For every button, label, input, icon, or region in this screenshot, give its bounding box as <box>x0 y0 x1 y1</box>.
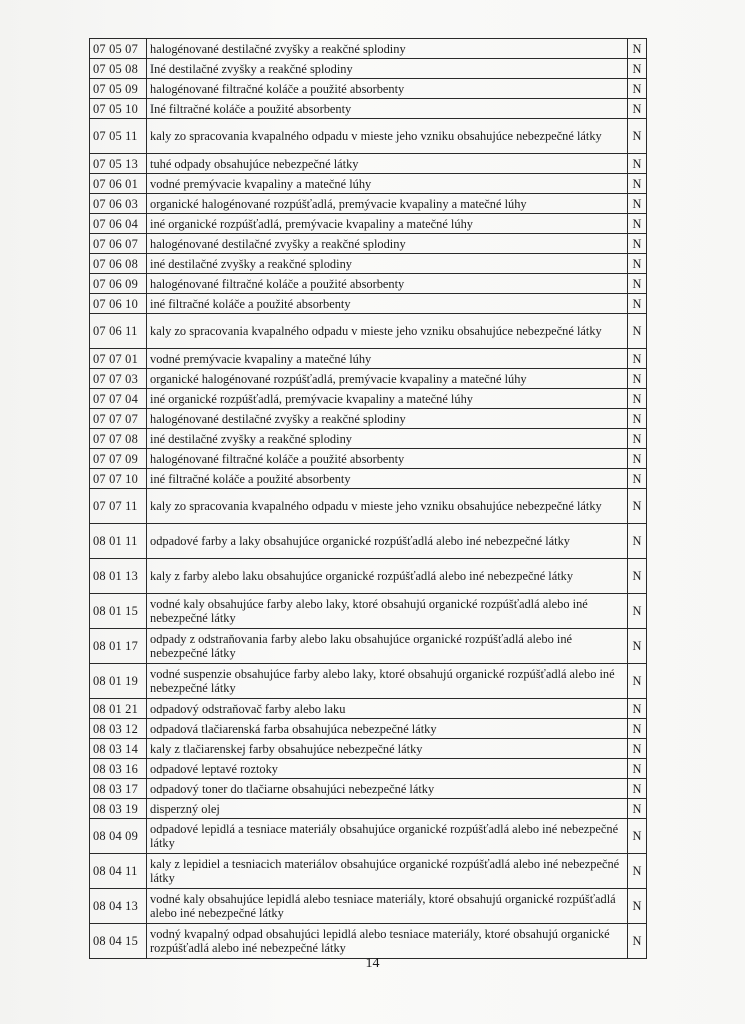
waste-category-cell: N <box>628 739 647 759</box>
waste-code-cell: 07 05 10 <box>90 99 147 119</box>
table-row <box>90 234 647 254</box>
waste-description-cell: halogénované destilačné zvyšky a reakčné splodiny <box>147 39 628 59</box>
waste-code-cell: 07 06 03 <box>90 194 147 214</box>
waste-code-cell: 07 06 11 <box>90 314 147 349</box>
waste-code-cell: 08 03 19 <box>90 799 147 819</box>
waste-category-cell: N <box>628 389 647 409</box>
waste-category-cell: N <box>628 314 647 349</box>
waste-description-cell: halogénované filtračné koláče a použité absorbenty <box>147 79 628 99</box>
waste-category-cell: N <box>628 254 647 274</box>
table-row <box>90 469 647 489</box>
waste-description-cell: odpadová tlačiarenská farba obsahujúca nebezpečné látky <box>147 719 628 739</box>
waste-description-cell: vodné premývacie kvapaliny a matečné lúhy <box>147 174 628 194</box>
table-row <box>90 799 647 819</box>
waste-code-cell: 08 01 11 <box>90 524 147 559</box>
table-row <box>90 314 647 349</box>
waste-description-cell: iné organické rozpúšťadlá, premývacie kvapaliny a matečné lúhy <box>147 389 628 409</box>
waste-category-cell: N <box>628 699 647 719</box>
table-row <box>90 449 647 469</box>
waste-code-cell: 07 06 07 <box>90 234 147 254</box>
waste-category-cell: N <box>628 819 647 854</box>
waste-category-cell: N <box>628 79 647 99</box>
waste-category-cell: N <box>628 779 647 799</box>
table-body <box>90 39 647 959</box>
waste-code-cell: 07 07 01 <box>90 349 147 369</box>
table-row <box>90 739 647 759</box>
waste-description-cell: odpady z odstraňovania farby alebo laku obsahujúce organické rozpúšťadlá alebo iné nebezpečné látky <box>147 629 628 664</box>
waste-code-cell: 07 07 10 <box>90 469 147 489</box>
waste-category-cell: N <box>628 489 647 524</box>
waste-description-cell: vodné suspenzie obsahujúce farby alebo laky, ktoré obsahujú organické rozpúšťadlá alebo iné nebezpečné látky <box>147 664 628 699</box>
table-row <box>90 854 647 889</box>
waste-description-cell: vodné premývacie kvapaliny a matečné lúhy <box>147 349 628 369</box>
waste-category-cell: N <box>628 594 647 629</box>
waste-category-cell: N <box>628 559 647 594</box>
waste-code-cell: 08 01 13 <box>90 559 147 594</box>
table-row <box>90 719 647 739</box>
waste-code-cell: 08 04 09 <box>90 819 147 854</box>
table-row <box>90 629 647 664</box>
table-row <box>90 524 647 559</box>
table-row <box>90 39 647 59</box>
waste-description-cell: iné destilačné zvyšky a reakčné splodiny <box>147 254 628 274</box>
waste-category-cell: N <box>628 799 647 819</box>
waste-description-cell: vodné kaly obsahujúce farby alebo laky, ktoré obsahujú organické rozpúšťadlá alebo iné nebezpečné látky <box>147 594 628 629</box>
waste-category-cell: N <box>628 174 647 194</box>
waste-catalogue-table <box>89 38 647 959</box>
waste-category-cell: N <box>628 39 647 59</box>
waste-description-cell: iné filtračné koláče a použité absorbenty <box>147 294 628 314</box>
waste-code-cell: 08 03 12 <box>90 719 147 739</box>
waste-code-cell: 08 01 15 <box>90 594 147 629</box>
table-row <box>90 174 647 194</box>
waste-description-cell: vodný kvapalný odpad obsahujúci lepidlá alebo tesniace materiály, ktoré obsahujú organické rozpúšťadlá alebo iné nebezpečné látky <box>147 924 628 959</box>
waste-code-cell: 07 07 04 <box>90 389 147 409</box>
waste-category-cell: N <box>628 274 647 294</box>
waste-code-cell: 07 05 07 <box>90 39 147 59</box>
waste-description-cell: kaly z lepidiel a tesniacich materiálov obsahujúce organické rozpúšťadlá alebo iné nebezpečné látky <box>147 854 628 889</box>
table-row <box>90 819 647 854</box>
waste-description-cell: odpadový odstraňovač farby alebo laku <box>147 699 628 719</box>
waste-description-cell: odpadové farby a laky obsahujúce organické rozpúšťadlá alebo iné nebezpečné látky <box>147 524 628 559</box>
waste-code-cell: 08 03 16 <box>90 759 147 779</box>
table-row <box>90 664 647 699</box>
waste-code-cell: 07 07 07 <box>90 409 147 429</box>
table-row <box>90 489 647 524</box>
waste-description-cell: vodné kaly obsahujúce lepidlá alebo tesniace materiály, ktoré obsahujú organické rozpúšťadlá alebo iné nebezpečné látky <box>147 889 628 924</box>
waste-category-cell: N <box>628 294 647 314</box>
waste-description-cell: kaly zo spracovania kvapalného odpadu v mieste jeho vzniku obsahujúce nebezpečné látky <box>147 489 628 524</box>
waste-description-cell: kaly zo spracovania kvapalného odpadu v mieste jeho vzniku obsahujúce nebezpečné látky <box>147 119 628 154</box>
table-row <box>90 889 647 924</box>
waste-category-cell: N <box>628 924 647 959</box>
waste-category-cell: N <box>628 194 647 214</box>
waste-category-cell: N <box>628 629 647 664</box>
table-row <box>90 389 647 409</box>
waste-category-cell: N <box>628 234 647 254</box>
waste-description-cell: kaly zo spracovania kvapalného odpadu v mieste jeho vzniku obsahujúce nebezpečné látky <box>147 314 628 349</box>
table-row <box>90 559 647 594</box>
waste-category-cell: N <box>628 214 647 234</box>
waste-category-cell: N <box>628 99 647 119</box>
waste-category-cell: N <box>628 449 647 469</box>
waste-description-cell: disperzný olej <box>147 799 628 819</box>
table-row <box>90 779 647 799</box>
table-row <box>90 214 647 234</box>
table-row <box>90 429 647 449</box>
waste-code-cell: 07 06 01 <box>90 174 147 194</box>
table-row <box>90 79 647 99</box>
waste-description-cell: halogénované filtračné koláče a použité absorbenty <box>147 449 628 469</box>
waste-code-cell: 07 05 11 <box>90 119 147 154</box>
waste-category-cell: N <box>628 59 647 79</box>
table-row <box>90 59 647 79</box>
table-row <box>90 369 647 389</box>
waste-code-cell: 08 03 17 <box>90 779 147 799</box>
waste-description-cell: odpadové lepidlá a tesniace materiály obsahujúce organické rozpúšťadlá alebo iné nebezpečné látky <box>147 819 628 854</box>
waste-description-cell: Iné destilačné zvyšky a reakčné splodiny <box>147 59 628 79</box>
waste-category-cell: N <box>628 719 647 739</box>
waste-category-cell: N <box>628 119 647 154</box>
waste-description-cell: odpadový toner do tlačiarne obsahujúci nebezpečné látky <box>147 779 628 799</box>
waste-description-cell: kaly z tlačiarenskej farby obsahujúce nebezpečné látky <box>147 739 628 759</box>
waste-description-cell: halogénované destilačné zvyšky a reakčné splodiny <box>147 234 628 254</box>
waste-category-cell: N <box>628 409 647 429</box>
waste-description-cell: iné destilačné zvyšky a reakčné splodiny <box>147 429 628 449</box>
table-row <box>90 594 647 629</box>
waste-code-cell: 07 06 10 <box>90 294 147 314</box>
waste-code-cell: 07 07 08 <box>90 429 147 449</box>
waste-category-cell: N <box>628 429 647 449</box>
waste-category-cell: N <box>628 664 647 699</box>
waste-code-cell: 07 07 11 <box>90 489 147 524</box>
waste-description-cell: tuhé odpady obsahujúce nebezpečné látky <box>147 154 628 174</box>
waste-code-cell: 07 05 08 <box>90 59 147 79</box>
waste-code-cell: 07 07 09 <box>90 449 147 469</box>
waste-description-cell: halogénované filtračné koláče a použité absorbenty <box>147 274 628 294</box>
waste-code-cell: 08 03 14 <box>90 739 147 759</box>
waste-category-cell: N <box>628 154 647 174</box>
waste-description-cell: iné organické rozpúšťadlá, premývacie kvapaliny a matečné lúhy <box>147 214 628 234</box>
table-row <box>90 409 647 429</box>
waste-category-cell: N <box>628 759 647 779</box>
table-row <box>90 759 647 779</box>
waste-code-cell: 07 07 03 <box>90 369 147 389</box>
waste-code-cell: 07 06 08 <box>90 254 147 274</box>
table-row <box>90 194 647 214</box>
table-row <box>90 274 647 294</box>
table-row <box>90 119 647 154</box>
waste-category-cell: N <box>628 349 647 369</box>
waste-code-cell: 08 01 21 <box>90 699 147 719</box>
waste-category-cell: N <box>628 889 647 924</box>
waste-description-cell: iné filtračné koláče a použité absorbenty <box>147 469 628 489</box>
waste-category-cell: N <box>628 469 647 489</box>
waste-description-cell: odpadové leptavé roztoky <box>147 759 628 779</box>
waste-description-cell: organické halogénované rozpúšťadlá, premývacie kvapaliny a matečné lúhy <box>147 369 628 389</box>
waste-code-cell: 08 01 19 <box>90 664 147 699</box>
waste-category-cell: N <box>628 369 647 389</box>
waste-code-cell: 08 04 13 <box>90 889 147 924</box>
waste-description-cell: Iné filtračné koláče a použité absorbenty <box>147 99 628 119</box>
waste-code-cell: 07 06 09 <box>90 274 147 294</box>
page-number: 14 <box>365 956 380 971</box>
table-row <box>90 699 647 719</box>
table-row <box>90 294 647 314</box>
table-row <box>90 254 647 274</box>
waste-code-cell: 08 04 11 <box>90 854 147 889</box>
waste-description-cell: halogénované destilačné zvyšky a reakčné splodiny <box>147 409 628 429</box>
waste-description-cell: kaly z farby alebo laku obsahujúce organické rozpúšťadlá alebo iné nebezpečné látky <box>147 559 628 594</box>
waste-code-cell: 07 06 04 <box>90 214 147 234</box>
waste-code-cell: 07 05 09 <box>90 79 147 99</box>
waste-code-cell: 08 01 17 <box>90 629 147 664</box>
table-row <box>90 154 647 174</box>
waste-code-cell: 07 05 13 <box>90 154 147 174</box>
waste-description-cell: organické halogénované rozpúšťadlá, premývacie kvapaliny a matečné lúhy <box>147 194 628 214</box>
table-row <box>90 99 647 119</box>
table-row <box>90 924 647 959</box>
waste-category-cell: N <box>628 524 647 559</box>
waste-code-cell: 08 04 15 <box>90 924 147 959</box>
table-row <box>90 349 647 369</box>
waste-category-cell: N <box>628 854 647 889</box>
